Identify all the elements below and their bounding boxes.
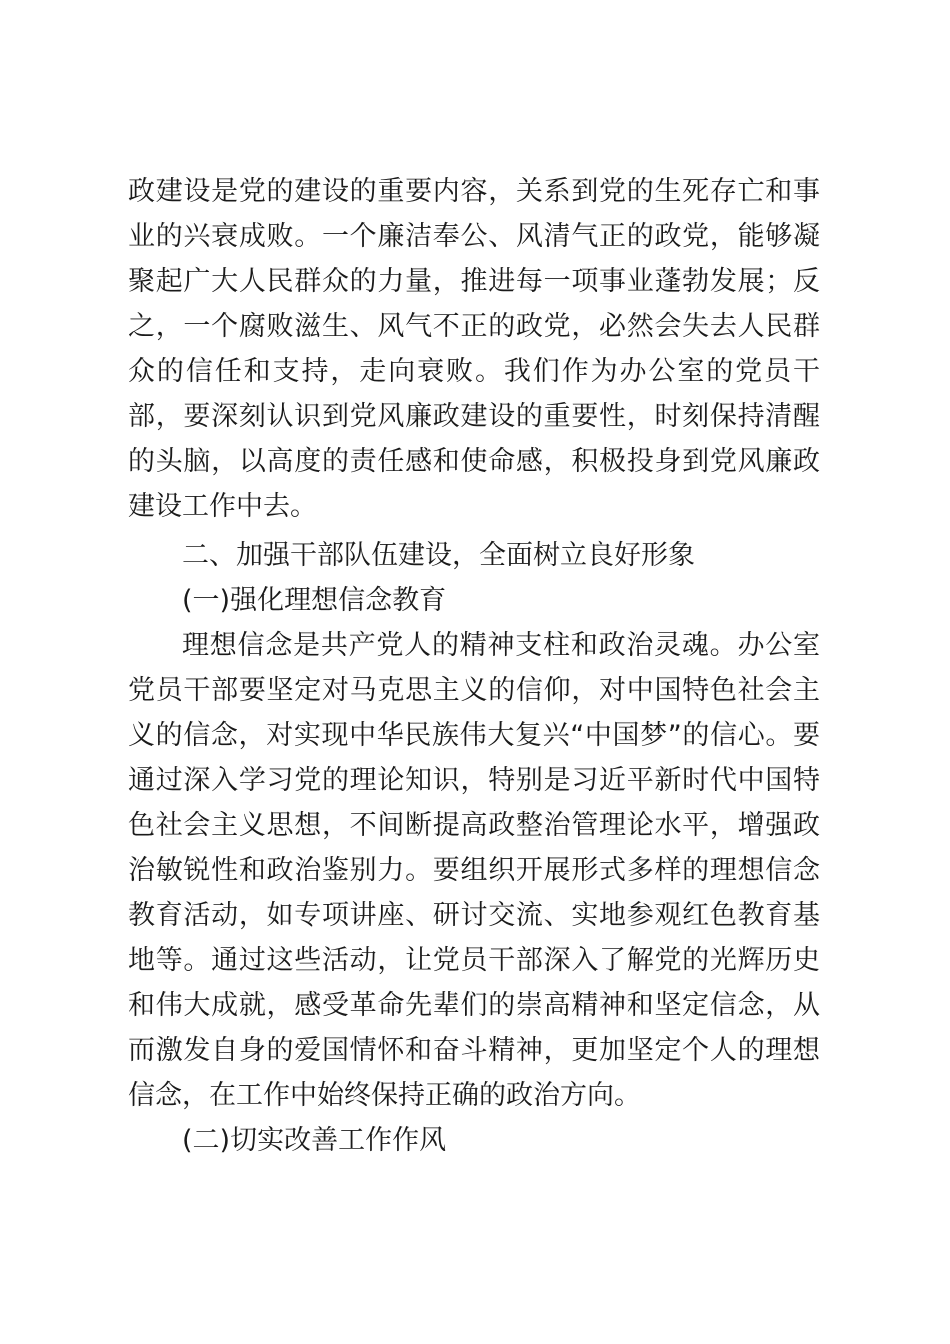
- subsection-heading: (一)强化理想信念教育: [182, 585, 447, 616]
- document-body: [128, 169, 820, 1163]
- subsection-heading: (二)切实改善工作作风: [182, 1125, 447, 1156]
- paragraph-continuation: 政建设是党的建设的重要内容，关系到党的生死存亡和事业的兴衰成败。一个廉洁奉公、风清气正的政党，能够凝聚起广大人民群众的力量，推进每一项事业蓬勃发展；反之，一个腐败滋生、风气不正的政党，必然会失去人民群众的信任和支持，走向衰败。我们作为办公室的党员干部，要深刻认识到党风廉政建设的重要性，时刻保持清醒的头脑，以高度的责任感和使命感，积极投身到党风廉政建设工作中去。: [128, 176, 820, 522]
- paragraph-body: 理想信念是共产党人的精神支柱和政治灵魂。办公室党员干部要坚定对马克思主义的信仰，对中国特色社会主义的信念，对实现中华民族伟大复兴“中国梦”的信心。要通过深入学习党的理论知识，特别是习近平新时代中国特色社会主义思想，不间断提高政整治管理论水平，增强政治敏锐性和政治鉴别力。要组织开展形式多样的理想信念教育活动，如专项讲座、研讨交流、实地参观红色教育基地等。通过这些活动，让党员干部深入了解党的光辉历史和伟大成就，感受革命先辈们的崇高精神和坚定信念，从而激发自身的爱国情怀和奋斗精神，更加坚定个人的理想信念，在工作中始终保持正确的政治方向。: [128, 630, 820, 1111]
- section-heading: 二、加强干部队伍建设，全面树立良好形象: [182, 540, 695, 571]
